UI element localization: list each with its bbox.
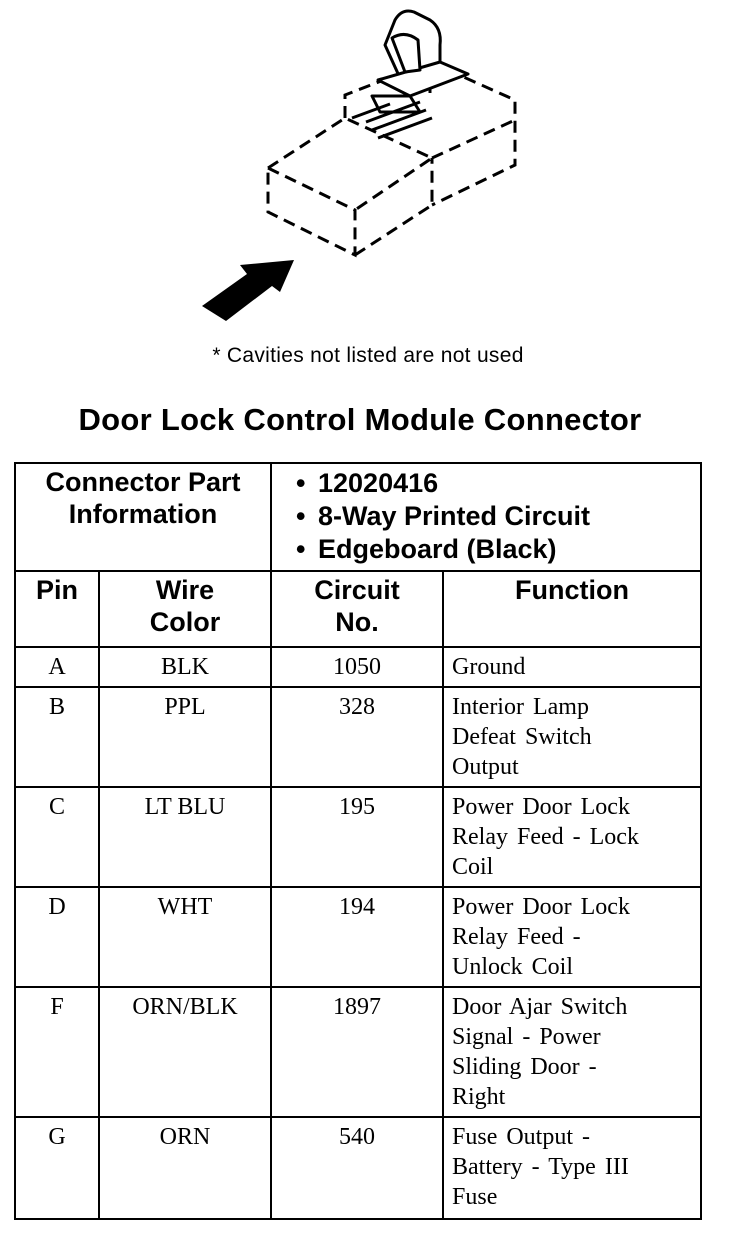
part-info-value-cell [271,463,701,571]
wire-color-value-cell [99,1117,271,1219]
wire-color-value: ORN [159,1124,211,1150]
function-line: Interior Lamp [452,694,589,720]
function-line: Sliding Door - [452,1054,597,1080]
wire-color-value-cell [99,787,271,887]
function-line: Unlock Coil [452,954,573,980]
header-function: Function [515,575,629,605]
part-info-label-line2: Information [68,499,218,529]
circuit-number-value-cell [271,1117,443,1219]
function-value [444,688,700,786]
circuit-number-value-cell [271,987,443,1117]
header-wire-line1: Wire [155,575,215,605]
wire-color-value-cell [99,687,271,787]
function-line: Relay Feed - [452,924,581,950]
header-wire-cell [99,571,271,647]
pin-value: D [48,894,66,920]
connector-title: Door Lock Control Module Connector [78,402,642,437]
table-row [15,687,701,787]
function-line: Relay Feed - Lock [452,824,639,850]
function-line: Coil [452,854,494,880]
circuit-number-value: 1050 [333,654,381,680]
part-number: • 12020416 [276,467,696,500]
circuit-number-value-cell [271,787,443,887]
function-cell [443,887,701,987]
header-pin-cell [15,571,99,647]
pin-value: B [48,694,65,720]
function-cell [443,987,701,1117]
part-info-row [15,463,701,571]
circuit-number-value: 328 [339,694,375,720]
function-line: Battery - Type III [452,1154,629,1180]
pin-value: A [48,654,66,680]
circuit-number-value: 194 [339,894,375,920]
wire-color-value-cell [99,887,271,987]
circuit-number-value: 540 [339,1124,375,1150]
function-line: Power Door Lock [452,794,630,820]
header-circuit-cell [271,571,443,647]
pin-value: C [48,794,65,820]
table-row [15,647,701,687]
pin-value-cell [15,787,99,887]
wire-color-value: BLK [161,654,209,680]
circuit-number-value-cell [271,887,443,987]
part-description: • 8-Way Printed Circuit [276,500,696,533]
function-cell [443,687,701,787]
wire-color-value: LT BLU [144,794,226,820]
function-value [444,988,700,1116]
circuit-number-value-cell [271,687,443,787]
function-line: Right [452,1084,506,1110]
part-description-cont-text: Edgeboard (Black) [318,534,557,564]
pin-value-cell [15,987,99,1117]
function-line: Power Door Lock [452,894,630,920]
circuit-number-value-cell [271,647,443,687]
function-line: Fuse Output - [452,1124,590,1150]
function-line: Defeat Switch [452,724,592,750]
pin-value-cell [15,687,99,787]
wire-color-value-cell [99,987,271,1117]
unused-cavities-note: * Cavities not listed are not used [212,344,524,367]
header-circuit-line2: No. [335,607,379,637]
header-pin: Pin [35,575,78,605]
table-row [15,887,701,987]
circuit-number-value: 1897 [333,994,381,1020]
function-cell [443,647,701,687]
table-row [15,1117,701,1219]
wire-color-value-cell [99,647,271,687]
wire-color-value: ORN/BLK [132,994,238,1020]
circuit-number-value: 195 [339,794,375,820]
pin-value-cell [15,647,99,687]
function-line: Fuse [452,1184,498,1210]
connector-illustration [150,0,540,335]
header-function-cell [443,571,701,647]
part-info-label-line1: Connector Part [45,467,241,497]
wire-color-value: PPL [164,694,206,720]
column-header-row [15,571,701,647]
connector-table [14,462,702,1220]
function-value [444,1118,700,1216]
wire-color-value: WHT [157,894,213,920]
pin-value: F [50,994,64,1020]
function-line: Signal - Power [452,1024,601,1050]
table-row [15,987,701,1117]
part-info-label-cell [15,463,271,571]
part-info-label [16,464,270,530]
function-line: Door Ajar Switch [452,994,628,1020]
function-value [444,648,700,686]
pin-value: G [48,1124,66,1150]
header-circuit-line1: Circuit [314,575,400,605]
pin-value-cell [15,887,99,987]
function-value [444,888,700,986]
table-row [15,787,701,887]
pin-value-cell [15,1117,99,1219]
part-description-cont [276,533,696,566]
function-value [444,788,700,886]
function-cell [443,787,701,887]
header-wire-line2: Color [149,607,221,637]
function-line: Ground [452,654,526,680]
function-line: Output [452,754,519,780]
function-cell [443,1117,701,1219]
